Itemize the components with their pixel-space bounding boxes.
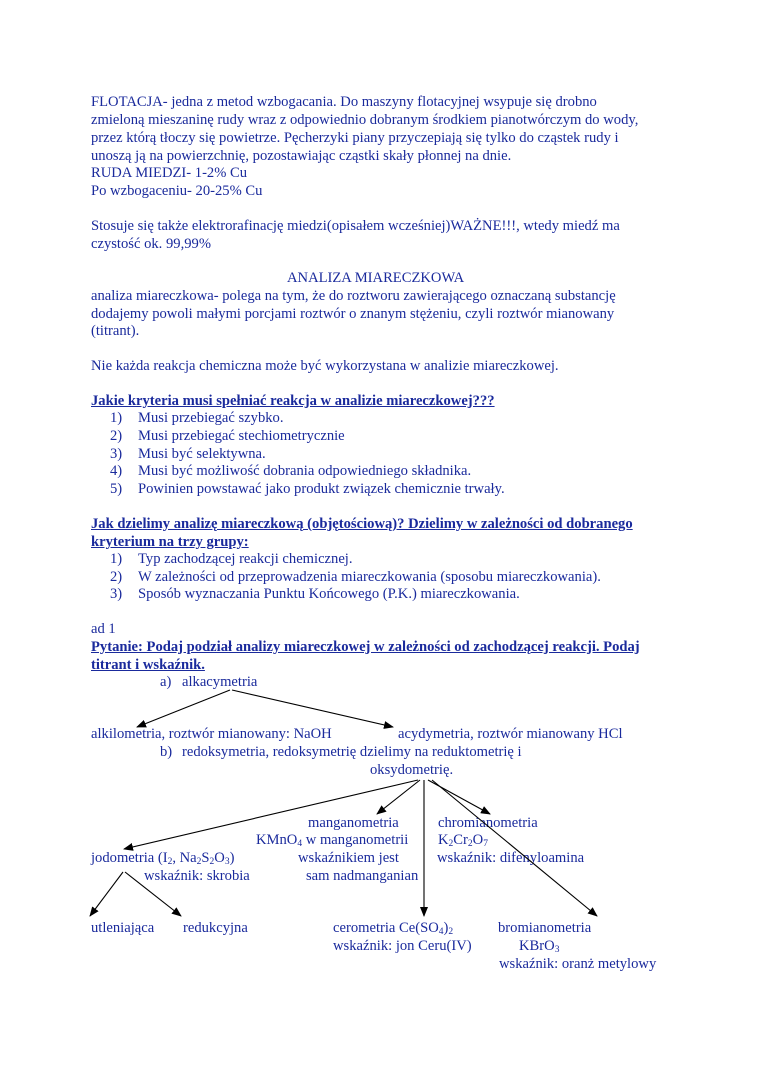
kryteria-question: Jakie kryteria musi spełniać reakcja w analizie miareczkowej??? — [91, 393, 495, 409]
kryteria-item-4: Musi być możliwość dobrania odpowiedniego składnika. — [138, 463, 472, 479]
wskaznik-difenyloamina-text: wskaźnik: difenyloamina — [437, 850, 585, 866]
kmno4-text: KMnO$_4$ w manganometrii — [256, 832, 409, 849]
wskaznik-ceru-text: wskaźnik: jon Ceru(IV) — [333, 938, 472, 954]
utleniajaca-text: utleniająca — [91, 920, 155, 936]
k2cr2o7-formula: $K_2Cr_2O_7$ — [438, 832, 488, 849]
wskaznik-oranz-text: wskaźnik: oranż metylowy — [499, 956, 657, 972]
flotacja-line-3: przez którą tłoczy się powietrze. Pęcherzyki piany przyczepiają się tylko do cząstek rudy i — [91, 130, 619, 146]
arrow-to-utleniajaca — [90, 872, 123, 916]
wskaznik-skrobia-text: wskaźnik: skrobia — [144, 868, 250, 884]
flotacja-line-2: zmieloną mieszaninę rudy wraz z odpowiednio dobranym środkiem pianotwórczym do wody, — [91, 112, 639, 128]
analiza-line-2: dodajemy powoli małymi porcjami roztwór o znanym stężeniu, czyli roztwór mianowany — [91, 306, 615, 322]
redoksymetria-text: redoksymetria, redoksymetrię dzielimy na reduktometrię i — [182, 744, 522, 760]
analiza-line-1: analiza miareczkowa- polega na tym, że do roztworu zawierającego oznaczaną substancję — [91, 288, 616, 304]
arrow-to-manganometria — [377, 780, 420, 814]
ad1-question-2: titrant i wskaźnik. — [91, 657, 205, 673]
po-wzbogaceniu-line: Po wzbogaceniu- 20-25% Cu — [91, 183, 263, 199]
dzielimy-item-3: Sposób wyznaczania Punktu Końcowego (P.K.) miareczkowania. — [138, 586, 520, 602]
jodometria-text: jodometria ($I_2$, $Na_2S_2O_3$) — [91, 850, 235, 867]
dzielimy-num-3: 3) — [110, 586, 123, 602]
flotacja-line-4: unoszą ją na powierzchnię, pozostawiając cząstki skały płonnej na dnie. — [91, 148, 512, 164]
ruda-miedzi-line: RUDA MIEDZI- 1-2% Cu — [91, 165, 248, 181]
analiza-line-4: Nie każda reakcja chemiczna może być wykorzystana w analizie miareczkowej. — [91, 358, 559, 374]
redukcyjna-text: redukcyjna — [183, 920, 248, 936]
ad1-label: ad 1 — [91, 621, 116, 637]
alkacymetria-label: a) — [160, 674, 172, 690]
sam-nadmanganian-text: sam nadmanganian — [306, 868, 419, 884]
arrow-to-alkilometria — [137, 690, 230, 727]
kryteria-num-1: 1) — [110, 410, 123, 426]
arrow-to-acydymetria — [232, 690, 393, 727]
flotacja-line-1: FLOTACJA- jedna z metod wzbogacania. Do maszyny flotacyjnej wsypuje się drobno — [91, 94, 597, 110]
cerometria-text: cerometria $Ce(SO_4)_2$ — [333, 920, 454, 937]
dzielimy-item-2: W zależności od przeprowadzenia miareczkowania (sposobu miareczkowania). — [138, 569, 601, 585]
wskaznikiem-jest-text: wskaźnikiem jest — [298, 850, 399, 866]
acydymetria-text: acydymetria, roztwór mianowany HCl — [398, 726, 623, 742]
dzielimy-num-2: 2) — [110, 569, 123, 585]
oksydometria-text: oksydometrię. — [370, 762, 454, 778]
dzielimy-question-1: Jak dzielimy analizę miareczkową (objętościową)? Dzielimy w zależności od dobranego — [91, 516, 633, 532]
elektro-line-2: czystość ok. 99,99% — [91, 236, 211, 252]
analiza-line-3: (titrant). — [91, 323, 140, 339]
kryteria-item-1: Musi przebiegać szybko. — [138, 410, 284, 426]
bromianometria-text: bromianometria — [498, 920, 592, 936]
alkacymetria-text: alkacymetria — [182, 674, 258, 690]
alkilometria-text: alkilometria, roztwór mianowany: NaOH — [91, 726, 332, 742]
kryteria-item-3: Musi być selektywna. — [138, 446, 266, 462]
chromianometria-text: chromianometria — [438, 815, 538, 831]
elektro-line-1: Stosuje się także elektrorafinację miedzi(opisałem wcześniej)WAŻNE!!!, wtedy miedź ma — [91, 218, 620, 234]
kryteria-num-2: 2) — [110, 428, 123, 444]
kryteria-num-3: 3) — [110, 446, 123, 462]
kryteria-num-5: 5) — [110, 481, 123, 497]
dzielimy-question-2: kryterium na trzy grupy: — [91, 534, 249, 550]
redoksymetria-label: b) — [160, 744, 173, 760]
kryteria-item-5: Powinien powstawać jako produkt związek chemicznie trwały. — [138, 481, 505, 497]
kbro3-formula: KBrO$_3$ — [519, 938, 560, 955]
analiza-heading: ANALIZA MIARECZKOWA — [287, 270, 465, 286]
dzielimy-num-1: 1) — [110, 551, 123, 567]
kryteria-num-4: 4) — [110, 463, 123, 479]
manganometria-text: manganometria — [308, 815, 399, 831]
ad1-question-1: Pytanie: Podaj podział analizy miareczkowej w zależności od zachodzącej reakcji. Podaj — [91, 639, 640, 655]
arrow-to-chromianometria — [428, 780, 490, 814]
dzielimy-item-1: Typ zachodzącej reakcji chemicznej. — [138, 551, 353, 567]
kryteria-item-2: Musi przebiegać stechiometrycznie — [138, 428, 345, 444]
